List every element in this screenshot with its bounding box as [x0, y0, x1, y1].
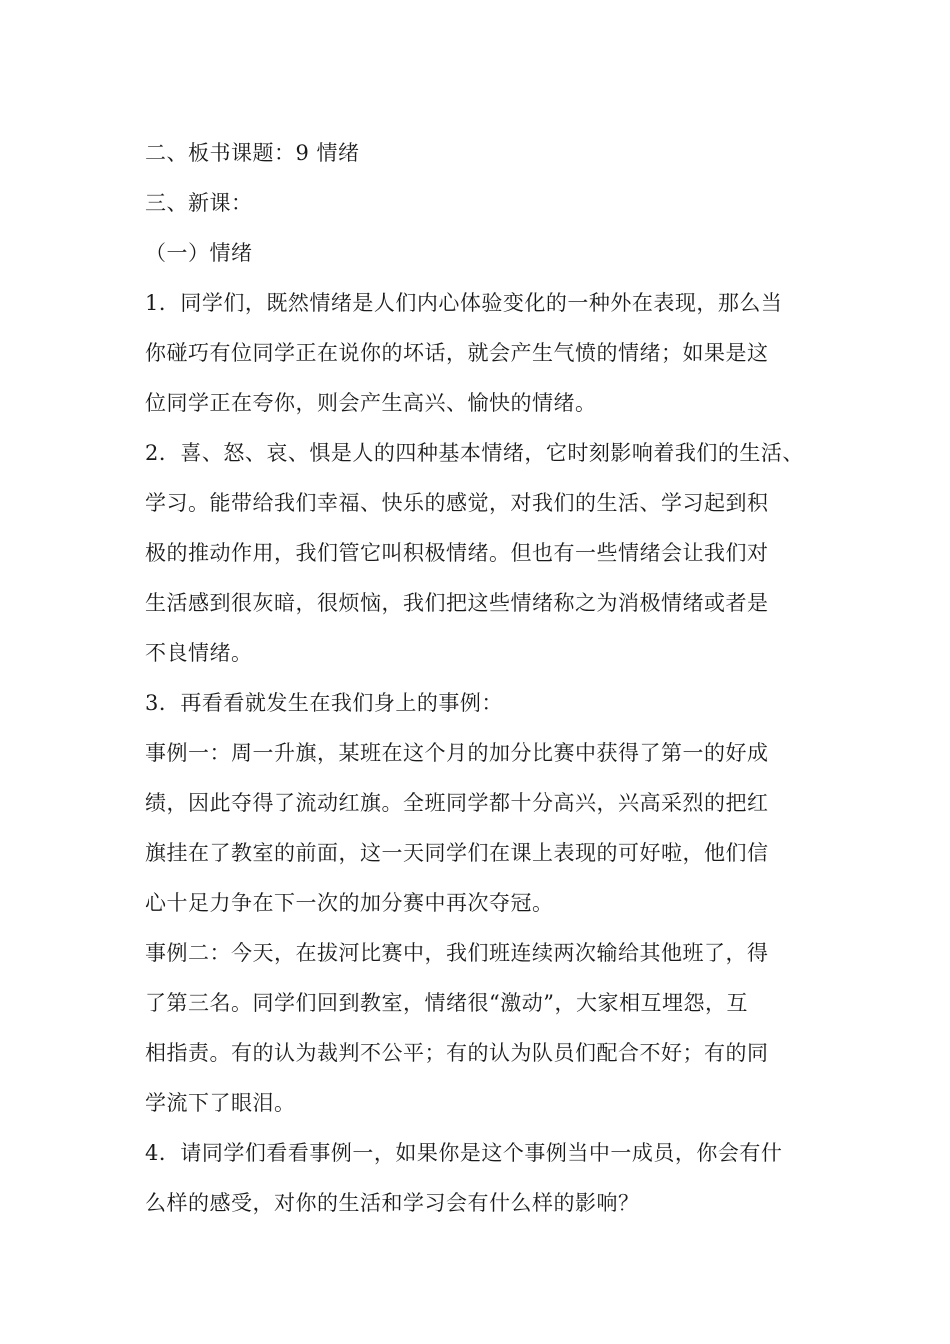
paragraph-line: 旗挂在了教室的前面，这一天同学们在课上表现的可好啦，他们信	[145, 841, 769, 865]
section-heading: 三、新课：	[145, 191, 253, 215]
paragraph-line: 2．喜、怒、哀、惧是人的四种基本情绪，它时刻影响着我们的生活、	[145, 441, 804, 465]
paragraph-line: 学流下了眼泪。	[145, 1091, 296, 1115]
paragraph-line: 事例一：周一升旗，某班在这个月的加分比赛中获得了第一的好成	[145, 741, 769, 765]
subsection-heading: （一）情绪	[145, 241, 253, 265]
paragraph-line: 3．再看看就发生在我们身上的事例：	[145, 691, 503, 715]
paragraph-line: 学习。能带给我们幸福、快乐的感觉，对我们的生活、学习起到积	[145, 491, 769, 515]
document-body	[145, 128, 825, 1228]
section-heading: 二、板书课题：9 情绪	[145, 141, 360, 165]
paragraph-line: 了第三名。同学们回到教室，情绪很“激动”，大家相互埋怨，互	[145, 991, 748, 1015]
paragraph-line: 么样的感受，对你的生活和学习会有什么样的影响？	[145, 1191, 640, 1215]
paragraph-line: 4．请同学们看看事例一，如果你是这个事例当中一成员，你会有什	[145, 1141, 783, 1165]
paragraph-line: 位同学正在夸你，则会产生高兴、愉快的情绪。	[145, 391, 597, 415]
paragraph-line: 绩，因此夺得了流动红旗。全班同学都十分高兴，兴高采烈的把红	[145, 791, 769, 815]
paragraph-line: 极的推动作用，我们管它叫积极情绪。但也有一些情绪会让我们对	[145, 541, 769, 565]
paragraph-line: 事例二：今天，在拔河比赛中，我们班连续两次输给其他班了，得	[145, 941, 769, 965]
paragraph-line: 不良情绪。	[145, 641, 253, 665]
paragraph-line: 生活感到很灰暗，很烦恼，我们把这些情绪称之为消极情绪或者是	[145, 591, 769, 615]
paragraph-line: 相指责。有的认为裁判不公平；有的认为队员们配合不好；有的同	[145, 1041, 769, 1065]
paragraph-line: 1．同学们，既然情绪是人们内心体验变化的一种外在表现，那么当	[145, 291, 783, 315]
paragraph-line: 心十足力争在下一次的加分赛中再次夺冠。	[145, 891, 554, 915]
paragraph-line: 你碰巧有位同学正在说你的坏话，就会产生气愤的情绪；如果是这	[145, 341, 769, 365]
